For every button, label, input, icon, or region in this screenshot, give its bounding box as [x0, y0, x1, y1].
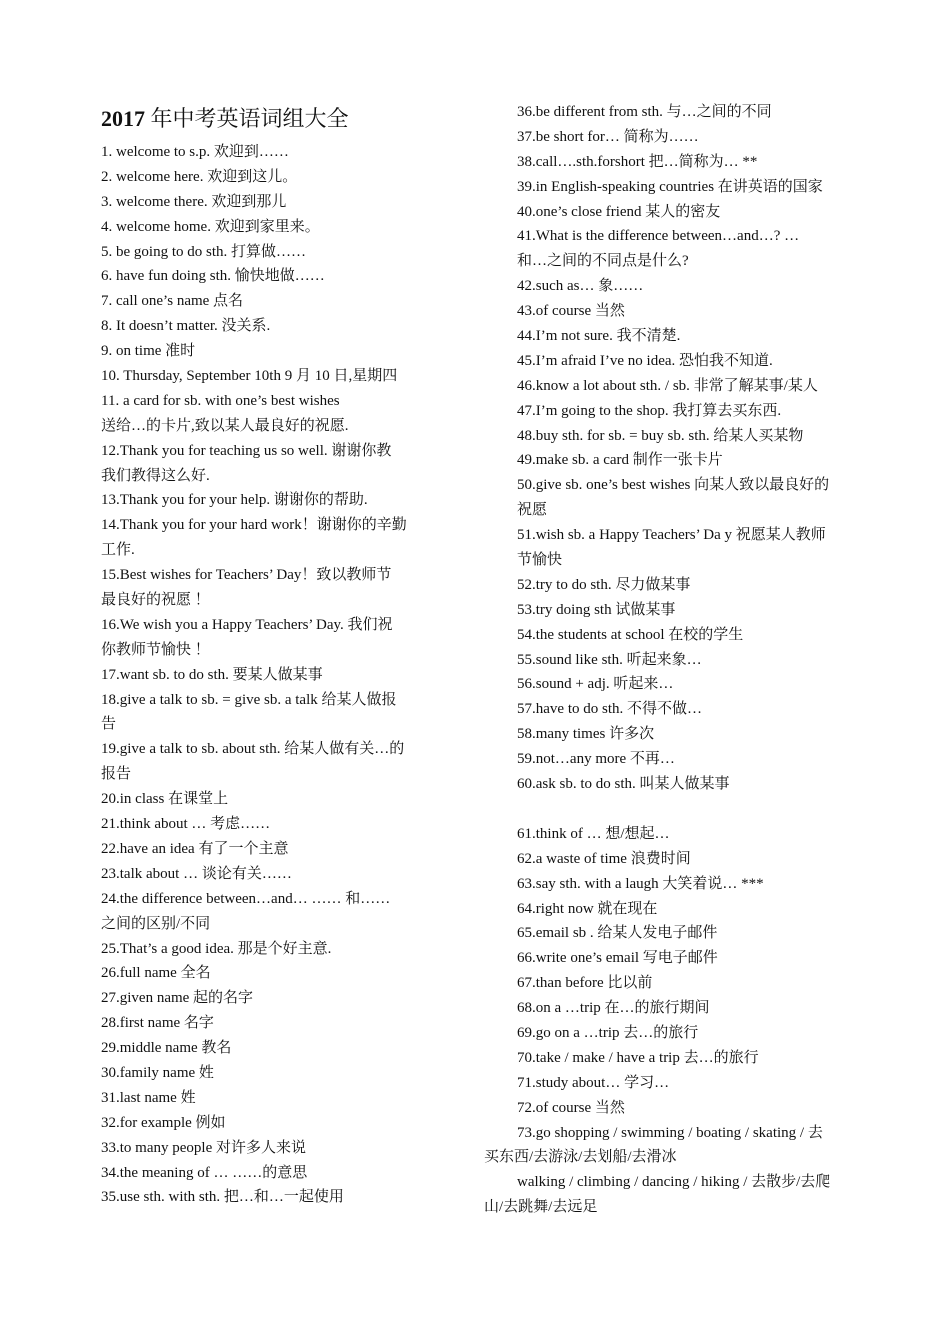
phrase-line: 42.such as… 象……: [517, 278, 644, 295]
phrase-line: 34.the meaning of … ……的意思: [101, 1164, 308, 1181]
phrase-line: 70.take / make / have a trip 去…的旅行: [517, 1049, 759, 1066]
phrase-line: 47.I’m going to the shop. 我打算去买东西.: [517, 402, 782, 419]
phrase-line: 43.of course 当然: [517, 303, 625, 320]
phrase-line: 4. welcome home. 欢迎到家里来。: [101, 218, 320, 235]
phrase-line: 69.go on a …trip 去…的旅行: [517, 1024, 699, 1041]
phrase-line: 8. It doesn’t matter. 没关系.: [101, 318, 271, 335]
phrase-line: 73.go shopping / swimming / boating / skating / 去: [517, 1124, 823, 1141]
phrase-line: 送给…的卡片,致以某人最良好的祝愿.: [101, 417, 349, 434]
page-title: [101, 98, 451, 140]
phrase-line: 13.Thank you for your help. 谢谢你的帮助.: [101, 492, 368, 509]
phrase-line: 3. welcome there. 欢迎到那儿: [101, 193, 287, 210]
phrase-line: 祝愿: [517, 502, 548, 519]
phrase-line: 48.buy sth. for sb. = buy sb. sth. 给某人买某物: [517, 427, 804, 444]
phrase-line: 53.try doing sth 试做某事: [517, 601, 676, 618]
phrase-line: 62.a waste of time 浪费时间: [517, 850, 691, 867]
title-text: 年中考英语词组大全: [145, 106, 349, 131]
phrase-line: 之间的区别/不同: [101, 915, 211, 932]
phrase-line: 节愉快: [517, 552, 563, 569]
phrase-line: 31.last name 姓: [101, 1089, 196, 1106]
phrase-line: 60.ask sb. to do sth. 叫某人做某事: [517, 776, 730, 793]
phrase-line: 52.try to do sth. 尽力做某事: [517, 576, 691, 593]
phrase-line: 72.of course 当然: [517, 1099, 625, 1116]
phrase-line: 41.What is the difference between…and…? …: [517, 228, 800, 245]
phrase-line: 5. be going to do sth. 打算做……: [101, 243, 306, 260]
phrase-line: 51.wish sb. a Happy Teachers’ Da y 祝愿某人教师: [517, 527, 826, 544]
phrase-line: 15.Best wishes for Teachers’ Day！致以教师节: [101, 567, 392, 584]
phrase-line: 告: [101, 716, 117, 733]
phrase-line: 26.full name 全名: [101, 965, 211, 982]
phrase-line: 19.give a talk to sb. about sth. 给某人做有关…的: [101, 741, 405, 758]
phrase-line: 10. Thursday, September 10th 9 月 10 日,星期四: [101, 368, 398, 385]
phrase-line: 25.That’s a good idea. 那是个好主意.: [101, 940, 332, 957]
phrase-line: 32.for example 例如: [101, 1114, 226, 1131]
phrase-line: 山/去跳舞/去远足: [484, 1199, 598, 1216]
phrase-line: 39.in English-speaking countries 在讲英语的国家: [517, 178, 823, 195]
phrase-line: 38.call….sth.forshort 把…简称为… **: [517, 153, 758, 170]
phrase-line: 23.talk about … 谈论有关……: [101, 865, 292, 882]
phrase-line: 9. on time 准时: [101, 343, 196, 360]
phrase-line: 27.given name 起的名字: [101, 990, 254, 1007]
phrase-line: walking / climbing / dancing / hiking / 去散步/去爬: [517, 1174, 831, 1191]
phrase-line: 45.I’m afraid I’ve no idea. 恐怕我不知道.: [517, 352, 773, 369]
phrase-line: 40.one’s close friend 某人的密友: [517, 203, 721, 220]
phrase-line: 59.not…any more 不再…: [517, 751, 675, 768]
phrase-line: 61.think of … 想/想起…: [517, 825, 670, 842]
phrase-line: 2. welcome here. 欢迎到这儿。: [101, 168, 298, 185]
phrase-line: 和…之间的不同点是什么?: [517, 253, 689, 270]
phrase-line: 14.Thank you for your hard work！谢谢你的辛勤: [101, 517, 407, 534]
phrase-line: 46.know a lot about sth. / sb. 非常了解某事/某人: [517, 377, 818, 394]
phrase-line: 65.email sb . 给某人发电子邮件: [517, 925, 718, 942]
phrase-line: 1. welcome to s.p. 欢迎到……: [101, 144, 289, 160]
phrase-line: 报告: [101, 766, 132, 783]
phrase-line: 33.to many people 对许多人来说: [101, 1139, 306, 1156]
left-phrase-list: [101, 140, 451, 1210]
phrase-line: 55.sound like sth. 听起来象…: [517, 651, 702, 668]
phrase-line: 20.in class 在课堂上: [101, 791, 229, 808]
phrase-line: 35.use sth. with sth. 把…和…一起使用: [101, 1189, 344, 1206]
phrase-line: 49.make sb. a card 制作一张卡片: [517, 452, 723, 469]
phrase-line: 买东西/去游泳/去划船/去滑冰: [484, 1149, 677, 1166]
phrase-line: 6. have fun doing sth. 愉快地做……: [101, 268, 325, 285]
phrase-line: 你教师节愉快 ！: [101, 641, 210, 658]
phrase-line: 28.first name 名字: [101, 1015, 214, 1032]
blank-line: [484, 797, 884, 822]
right-phrase-list: [484, 100, 884, 1220]
phrase-line: 21.think about … 考虑……: [101, 816, 271, 833]
title-year: 2017: [101, 106, 145, 131]
phrase-line: 我们教得这么好.: [101, 467, 210, 484]
phrase-line: 17.want sb. to do sth. 要某人做某事: [101, 666, 323, 683]
phrase-line: 37.be short for… 简称为……: [517, 128, 699, 145]
phrase-line: 54.the students at school 在校的学生: [517, 626, 744, 643]
phrase-line: 22.have an idea 有了一个主意: [101, 840, 289, 857]
phrase-line: 29.middle name 教名: [101, 1040, 232, 1057]
phrase-line: 工作.: [101, 542, 135, 559]
phrase-line: 12.Thank you for teaching us so well. 谢谢你教: [101, 442, 392, 459]
phrase-line: 18.give a talk to sb. = give sb. a talk 给某人做报: [101, 691, 397, 708]
phrase-line: 最良好的祝愿 ！: [101, 592, 210, 609]
phrase-line: 57.have to do sth. 不得不做…: [517, 701, 702, 718]
phrase-line: 36.be different from sth. 与…之间的不同: [517, 104, 772, 120]
phrase-line: 24.the difference between…and… …… 和……: [101, 890, 391, 907]
phrase-line: 66.write one’s email 写电子邮件: [517, 950, 718, 967]
phrase-line: 30.family name 姓: [101, 1064, 214, 1081]
phrase-line: 50.give sb. one’s best wishes 向某人致以最良好的: [517, 477, 830, 494]
phrase-line: 11. a card for sb. with one’s best wishes: [101, 392, 340, 409]
phrase-line: 7. call one’s name 点名: [101, 293, 244, 310]
phrase-line: 56.sound + adj. 听起来…: [517, 676, 674, 693]
phrase-line: 44.I’m not sure. 我不清楚.: [517, 328, 681, 345]
phrase-line: 67.than before 比以前: [517, 975, 653, 992]
right-column: [484, 100, 884, 1220]
phrase-line: 64.right now 就在现在: [517, 900, 658, 917]
phrase-line: 63.say sth. with a laugh 大笑着说… ***: [517, 875, 764, 892]
phrase-line: 58.many times 许多次: [517, 726, 655, 743]
phrase-line: 68.on a …trip 在…的旅行期间: [517, 1000, 710, 1017]
phrase-line: 16.We wish you a Happy Teachers’ Day. 我们祝: [101, 616, 393, 633]
left-column: [101, 100, 451, 1210]
phrase-line: 71.study about… 学习…: [517, 1074, 670, 1091]
